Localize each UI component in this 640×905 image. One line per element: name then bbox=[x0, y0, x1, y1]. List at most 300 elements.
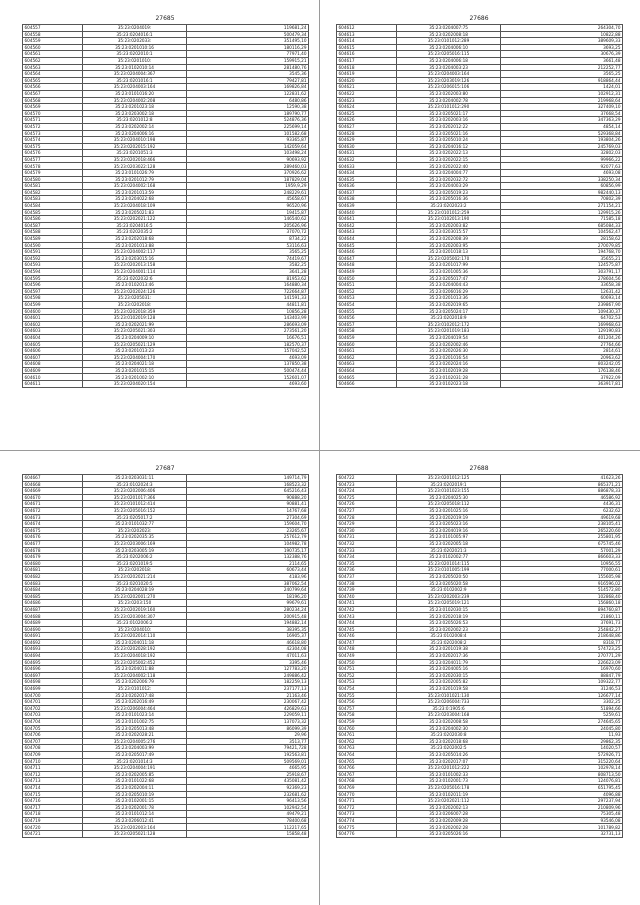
table-row bbox=[337, 222, 623, 229]
cadastral-number-cell: 35:23:0202024:126 bbox=[83, 288, 187, 295]
table-row bbox=[23, 104, 309, 111]
value-cell: 4693,09 bbox=[187, 354, 309, 361]
cadastral-number-cell: 35:23:0203004:168 bbox=[397, 712, 501, 719]
value-cell: 51894,66 bbox=[501, 705, 623, 712]
cadastral-number-cell: 35:23:0205016:152 bbox=[83, 507, 187, 514]
value-cell: 27764,66 bbox=[501, 341, 623, 348]
table-row bbox=[337, 666, 623, 673]
cadastral-number-cell: 35:23:0205026:16 bbox=[397, 831, 501, 838]
record-id-cell: 604610 bbox=[23, 374, 83, 381]
table-row bbox=[23, 620, 309, 627]
value-cell: 10856,28 bbox=[187, 308, 309, 315]
value-cell: 808713,50 bbox=[501, 771, 623, 778]
record-id-cell: 604586 bbox=[23, 216, 83, 223]
table-row bbox=[23, 653, 309, 660]
table-row bbox=[337, 196, 623, 203]
value-cell: 219968,64 bbox=[501, 97, 623, 104]
value-cell: 159604,70 bbox=[187, 521, 309, 528]
table-row bbox=[337, 534, 623, 541]
record-id-cell: 604765 bbox=[337, 758, 397, 765]
record-id-cell: 604775 bbox=[337, 824, 397, 831]
cadastral-number-cell: 35:23:0202006:406 bbox=[83, 488, 187, 495]
value-cell: 126677,14 bbox=[501, 692, 623, 699]
cadastral-number-cell: 35:23:0202003:239 bbox=[397, 593, 501, 600]
table-row bbox=[337, 229, 623, 236]
cadastral-number-cell: 35:23:0102011:19 bbox=[397, 791, 501, 798]
cadastral-number-cell: 35:23:0202002:14 bbox=[83, 123, 187, 130]
cadastral-number-cell: 35:23:0202018: bbox=[83, 567, 187, 574]
cadastral-number-cell: 35:23:0204010:198 bbox=[83, 137, 187, 144]
table-row bbox=[337, 367, 623, 374]
table-row bbox=[23, 699, 309, 706]
record-id-cell: 604563 bbox=[23, 64, 83, 71]
record-id-cell: 604571 bbox=[23, 117, 83, 124]
table-row bbox=[23, 84, 309, 91]
table-row bbox=[337, 620, 623, 627]
table-row bbox=[23, 156, 309, 163]
record-id-cell: 604707 bbox=[23, 738, 83, 745]
value-cell: 193804,26 bbox=[501, 137, 623, 144]
cadastral-number-cell: 35:23:0205021:129 bbox=[83, 341, 187, 348]
record-id-cell: 604697 bbox=[23, 672, 83, 679]
value-cell: 86099,39 bbox=[187, 725, 309, 732]
cadastral-number-cell: 35:23:0204019:16 bbox=[397, 527, 501, 534]
value-cell: 90881,41 bbox=[187, 501, 309, 508]
record-id-cell: 604727 bbox=[337, 507, 397, 514]
data-table bbox=[336, 24, 623, 388]
table-row bbox=[337, 315, 623, 322]
cadastral-number-cell: 35:23:0204016:5 bbox=[83, 222, 187, 229]
value-cell: 238105,41 bbox=[501, 521, 623, 528]
page-27685 bbox=[22, 16, 308, 388]
cadastral-number-cell: 35:23:0202035:2 bbox=[83, 229, 187, 236]
table-row bbox=[337, 51, 623, 58]
table-row bbox=[337, 514, 623, 521]
data-table bbox=[22, 474, 309, 838]
record-id-cell: 604661 bbox=[337, 348, 397, 355]
table-row bbox=[23, 718, 309, 725]
table-row bbox=[337, 295, 623, 302]
value-cell: 168523,32 bbox=[187, 481, 309, 488]
record-id-cell: 604572 bbox=[23, 123, 83, 130]
value-cell: 524876,36 bbox=[187, 117, 309, 124]
table-row bbox=[23, 672, 309, 679]
value-cell: 297237,94 bbox=[501, 798, 623, 805]
value-cell: 29862,35 bbox=[501, 738, 623, 745]
cadastral-number-cell: 35:23:0204020:154 bbox=[83, 381, 187, 388]
record-id-cell: 604747 bbox=[337, 639, 397, 646]
cadastral-number-cell: 35:23:0202021:122 bbox=[83, 216, 187, 223]
record-id-cell: 604728 bbox=[337, 514, 397, 521]
table-row bbox=[23, 514, 309, 521]
record-id-cell: 604607 bbox=[23, 354, 83, 361]
table-row bbox=[23, 288, 309, 295]
record-id-cell: 604718 bbox=[23, 811, 83, 818]
record-id-cell: 604703 bbox=[23, 712, 83, 719]
cadastral-number-cell: 35:23:0102013:46 bbox=[83, 282, 187, 289]
record-id-cell: 604604 bbox=[23, 334, 83, 341]
cadastral-number-cell: 35:23:0:1905:6 bbox=[397, 705, 501, 712]
table-row bbox=[337, 130, 623, 137]
record-id-cell: 604630 bbox=[337, 143, 397, 150]
table-row bbox=[337, 117, 623, 124]
cadastral-number-cell: 35:23:0204006:16 bbox=[83, 130, 187, 137]
record-id-cell: 604573 bbox=[23, 130, 83, 137]
value-cell: 99679,61 bbox=[187, 600, 309, 607]
value-cell: 21163,46 bbox=[187, 692, 309, 699]
cadastral-number-cell: 35:23:0205018:112 bbox=[397, 501, 501, 508]
record-id-cell: 604741 bbox=[337, 600, 397, 607]
cadastral-number-cell: 35:23:0202017:48 bbox=[83, 692, 187, 699]
record-id-cell: 604589 bbox=[23, 236, 83, 243]
value-cell: 6480,86 bbox=[187, 97, 309, 104]
table-row bbox=[337, 593, 623, 600]
value-cell: 28158,62 bbox=[501, 236, 623, 243]
value-cell: 156860,18 bbox=[501, 600, 623, 607]
cadastral-number-cell: 35:23:0202003:16 bbox=[397, 117, 501, 124]
page-27687 bbox=[22, 466, 308, 838]
table-row bbox=[23, 242, 309, 249]
record-id-cell: 604612 bbox=[337, 25, 397, 32]
value-cell: 74419,67 bbox=[187, 255, 309, 262]
record-id-cell: 604582 bbox=[23, 189, 83, 196]
cadastral-number-cell: 35:23:0203005:19 bbox=[83, 547, 187, 554]
cadastral-number-cell: 35:23:0202019:160 bbox=[83, 606, 187, 613]
cadastral-number-cell: 35:23:0205021:303 bbox=[83, 328, 187, 335]
record-id-cell: 604690 bbox=[23, 626, 83, 633]
table-row bbox=[23, 44, 309, 51]
record-id-cell: 604666 bbox=[337, 381, 397, 388]
table-row bbox=[23, 321, 309, 328]
page-divider-horizontal bbox=[0, 450, 640, 451]
table-row bbox=[337, 705, 623, 712]
table-row bbox=[337, 738, 623, 745]
value-cell: 500474,44 bbox=[187, 367, 309, 374]
table-row bbox=[23, 38, 309, 45]
table-row bbox=[337, 288, 623, 295]
value-cell: 229059,11 bbox=[187, 712, 309, 719]
record-id-cell: 604691 bbox=[23, 633, 83, 640]
cadastral-number-cell: 35:23:0101002:75 bbox=[83, 718, 187, 725]
table-row bbox=[23, 587, 309, 594]
cadastral-number-cell: 35:23:0204004:367 bbox=[83, 71, 187, 78]
cadastral-number-cell: 35:23:0201013:88 bbox=[83, 242, 187, 249]
value-cell: 257612,79 bbox=[187, 534, 309, 541]
table-row bbox=[337, 659, 623, 666]
record-id-cell: 604704 bbox=[23, 718, 83, 725]
table-row bbox=[23, 521, 309, 528]
table-row bbox=[23, 374, 309, 381]
cadastral-number-cell: 35:23:0204025:30 bbox=[397, 494, 501, 501]
record-id-cell: 604776 bbox=[337, 831, 397, 838]
record-id-cell: 604758 bbox=[337, 712, 397, 719]
record-id-cell: 604658 bbox=[337, 328, 397, 335]
value-cell: 169968,63 bbox=[501, 321, 623, 328]
record-id-cell: 604613 bbox=[337, 31, 397, 38]
cadastral-number-cell: 35:23:0201012:222 bbox=[397, 765, 501, 772]
record-id-cell: 604580 bbox=[23, 176, 83, 183]
value-cell: 194882,14 bbox=[187, 620, 309, 627]
cadastral-number-cell: 35:23:0206012:41 bbox=[83, 817, 187, 824]
page-title: 27688 bbox=[469, 465, 489, 472]
value-cell: 102978,14 bbox=[501, 765, 623, 772]
table-row bbox=[337, 639, 623, 646]
table-row bbox=[23, 315, 309, 322]
cadastral-number-cell: 35:23:0202013:158 bbox=[83, 262, 187, 269]
table-row bbox=[337, 811, 623, 818]
cadastral-number-cell: 35:23:0206015:106 bbox=[397, 84, 501, 91]
table-row bbox=[23, 209, 309, 216]
cadastral-number-cell: 35:23:0205031: bbox=[83, 295, 187, 302]
data-table bbox=[336, 474, 623, 838]
table-row bbox=[337, 784, 623, 791]
value-cell: 143403,99 bbox=[187, 315, 309, 322]
record-id-cell: 604762 bbox=[337, 738, 397, 745]
table-row bbox=[337, 308, 623, 315]
record-id-cell: 604712 bbox=[23, 771, 83, 778]
record-id-cell: 604655 bbox=[337, 308, 397, 315]
value-cell: 574723,25 bbox=[501, 646, 623, 653]
cadastral-number-cell: 35:23:0204018:192 bbox=[83, 653, 187, 660]
value-cell: 90888,20 bbox=[187, 494, 309, 501]
value-cell: 71585,18 bbox=[501, 216, 623, 223]
value-cell: 96520,96 bbox=[187, 203, 309, 210]
value-cell: 32802,03 bbox=[501, 150, 623, 157]
record-id-cell: 604620 bbox=[337, 77, 397, 84]
cadastral-number-cell: 35:23:0102008:4 bbox=[397, 633, 501, 640]
value-cell: 514572,80 bbox=[501, 587, 623, 594]
table-row bbox=[23, 692, 309, 699]
cadastral-number-cell: 35:23:0201019:5 bbox=[83, 560, 187, 567]
record-id-cell: 604772 bbox=[337, 804, 397, 811]
record-id-cell: 604631 bbox=[337, 150, 397, 157]
cadastral-number-cell: 35:23:0205010:19 bbox=[83, 791, 187, 798]
table-row bbox=[337, 176, 623, 183]
value-cell: 278604,56 bbox=[501, 275, 623, 282]
value-cell: 70802,39 bbox=[501, 196, 623, 203]
record-id-cell: 604638 bbox=[337, 196, 397, 203]
cadastral-number-cell: 35:23:0205021:83 bbox=[83, 209, 187, 216]
cadastral-number-cell: 35:23:0202018:68 bbox=[83, 236, 187, 243]
table-row bbox=[23, 573, 309, 580]
value-cell: 93365,87 bbox=[187, 137, 309, 144]
table-row bbox=[23, 189, 309, 196]
record-id-cell: 604574 bbox=[23, 137, 83, 144]
record-id-cell: 604665 bbox=[337, 374, 397, 381]
value-cell: 426829,63 bbox=[187, 705, 309, 712]
value-cell: 127783,20 bbox=[187, 666, 309, 673]
table-row bbox=[337, 361, 623, 368]
cadastral-number-cell: 35:23:0202015:192 bbox=[83, 143, 187, 150]
cadastral-number-cell: 35:23:0204011:88 bbox=[83, 666, 187, 673]
record-id-cell: 604627 bbox=[337, 123, 397, 130]
record-id-cell: 604711 bbox=[23, 765, 83, 772]
value-cell: 10822,88 bbox=[501, 31, 623, 38]
table-row bbox=[337, 475, 623, 482]
cadastral-number-cell: 35:23:0202017:07 bbox=[397, 758, 501, 765]
cadastral-number-cell: 35:23:0202009:28 bbox=[397, 817, 501, 824]
value-cell: 102912,31 bbox=[501, 90, 623, 97]
cadastral-number-cell: 35:23:0203015:57 bbox=[397, 229, 501, 236]
value-cell: 109322,77 bbox=[501, 679, 623, 686]
cadastral-number-cell: 35:23:0204002:168 bbox=[83, 183, 187, 190]
value-cell: 722664,87 bbox=[187, 288, 309, 295]
cadastral-number-cell: 35:23:0204001:114 bbox=[83, 268, 187, 275]
value-cell: 49479,21 bbox=[187, 811, 309, 818]
value-cell: 435081,42 bbox=[187, 778, 309, 785]
record-id-cell: 604685 bbox=[23, 593, 83, 600]
table-row bbox=[23, 784, 309, 791]
cadastral-number-cell: 35:23:0201020:5 bbox=[83, 580, 187, 587]
value-cell: 280234,24 bbox=[187, 606, 309, 613]
cadastral-number-cell: 35:23:0101012:414 bbox=[83, 501, 187, 508]
cadastral-number-cell: 35:23:0205016:36 bbox=[397, 196, 501, 203]
record-id-cell: 604720 bbox=[23, 824, 83, 831]
table-row bbox=[23, 308, 309, 315]
cadastral-number-cell: 35:23:0202006:79 bbox=[83, 679, 187, 686]
record-id-cell: 604687 bbox=[23, 606, 83, 613]
cadastral-number-cell: 35:23:0201014:115 bbox=[397, 560, 501, 567]
record-id-cell: 604679 bbox=[23, 554, 83, 561]
cadastral-number-cell: 35:23:0202003:95 bbox=[397, 242, 501, 249]
table-row bbox=[23, 791, 309, 798]
cadastral-number-cell: 35:23:0201019:38 bbox=[397, 646, 501, 653]
value-cell: 152601,07 bbox=[187, 374, 309, 381]
record-id-cell: 604611 bbox=[23, 381, 83, 388]
value-cell: 4693,60 bbox=[187, 381, 309, 388]
value-cell: 16905,37 bbox=[187, 633, 309, 640]
value-cell: 90693,92 bbox=[187, 156, 309, 163]
table-row bbox=[23, 143, 309, 150]
table-row bbox=[337, 334, 623, 341]
record-id-cell: 604716 bbox=[23, 798, 83, 805]
table-row bbox=[337, 507, 623, 514]
table-row bbox=[23, 203, 309, 210]
table-row bbox=[23, 31, 309, 38]
table-row bbox=[337, 25, 623, 32]
cadastral-number-cell: 35:23:0201025:16 bbox=[397, 507, 501, 514]
record-id-cell: 604581 bbox=[23, 183, 83, 190]
value-cell: 918864,44 bbox=[501, 77, 623, 84]
table-row bbox=[337, 481, 623, 488]
table-row bbox=[23, 666, 309, 673]
record-id-cell: 604602 bbox=[23, 321, 83, 328]
record-id-cell: 604670 bbox=[23, 494, 83, 501]
cadastral-number-cell: 35:23:0204005:16 bbox=[397, 666, 501, 673]
value-cell: 14767,68 bbox=[187, 507, 309, 514]
cadastral-number-cell: 35:23:0101022:68 bbox=[83, 778, 187, 785]
value-cell: 101582,68 bbox=[187, 130, 309, 137]
value-cell: 102868,40 bbox=[501, 593, 623, 600]
record-id-cell: 604601 bbox=[23, 315, 83, 322]
record-id-cell: 604676 bbox=[23, 534, 83, 541]
record-id-cell: 604596 bbox=[23, 282, 83, 289]
record-id-cell: 604634 bbox=[337, 170, 397, 177]
record-id-cell: 604731 bbox=[337, 534, 397, 541]
cadastral-number-cell: 35:23:0201002:10 bbox=[83, 374, 187, 381]
cadastral-number-cell: 35:23:0202001:78 bbox=[83, 804, 187, 811]
record-id-cell: 604683 bbox=[23, 580, 83, 587]
record-id-cell: 604645 bbox=[337, 242, 397, 249]
value-cell: 101789,82 bbox=[501, 824, 623, 831]
cadastral-number-cell: 35:23:0203022:128 bbox=[83, 163, 187, 170]
value-cell: 651795,45 bbox=[501, 784, 623, 791]
value-cell: 866603,33 bbox=[501, 554, 623, 561]
table-row bbox=[23, 275, 309, 282]
cadastral-number-cell: 35:23:0101016:20 bbox=[83, 90, 187, 97]
record-id-cell: 604568 bbox=[23, 97, 83, 104]
record-id-cell: 604739 bbox=[337, 587, 397, 594]
value-cell: 254842,27 bbox=[501, 626, 623, 633]
record-id-cell: 604677 bbox=[23, 540, 83, 547]
cadastral-number-cell: 35:23:0204028:19 bbox=[83, 587, 187, 594]
value-cell: 157042,52 bbox=[187, 348, 309, 355]
table-row bbox=[337, 692, 623, 699]
record-id-cell: 604737 bbox=[337, 573, 397, 580]
table-row bbox=[337, 123, 623, 130]
table-row bbox=[337, 328, 623, 335]
value-cell: 347363,29 bbox=[501, 117, 623, 124]
cadastral-number-cell: 35:23:0202026:30 bbox=[397, 348, 501, 355]
value-cell: 303791,17 bbox=[501, 268, 623, 275]
record-id-cell: 604738 bbox=[337, 580, 397, 587]
data-table bbox=[22, 24, 309, 388]
cadastral-number-cell: 35:23:0205024:17 bbox=[397, 308, 501, 315]
cadastral-number-cell: 35:23:0202002:23 bbox=[397, 626, 501, 633]
record-id-cell: 604768 bbox=[337, 778, 397, 785]
record-id-cell: 604578 bbox=[23, 163, 83, 170]
record-id-cell: 604753 bbox=[337, 679, 397, 686]
table-row bbox=[337, 242, 623, 249]
cadastral-number-cell: 35:23:0101012:259 bbox=[397, 209, 501, 216]
cadastral-number-cell: 35:23:0205002:170 bbox=[397, 255, 501, 262]
record-id-cell: 604600 bbox=[23, 308, 83, 315]
table-row bbox=[23, 540, 309, 547]
table-row bbox=[23, 170, 309, 177]
value-cell: 8734,22 bbox=[187, 236, 309, 243]
table-row bbox=[337, 633, 623, 640]
record-id-cell: 604633 bbox=[337, 163, 397, 170]
cadastral-number-cell: 35:23:0202005:18 bbox=[397, 540, 501, 547]
table-row bbox=[337, 547, 623, 554]
record-id-cell: 604559 bbox=[23, 38, 83, 45]
value-cell: 25918,67 bbox=[187, 771, 309, 778]
record-id-cell: 604608 bbox=[23, 361, 83, 368]
cadastral-number-cell: 35:23:0202023: bbox=[83, 527, 187, 534]
table-row bbox=[23, 268, 309, 275]
cadastral-number-cell: 35:23:0101012: bbox=[83, 686, 187, 693]
cadastral-number-cell: 35:23:0202005:85 bbox=[83, 771, 187, 778]
cadastral-number-cell: 35:23:0205019:121 bbox=[397, 600, 501, 607]
record-id-cell: 604735 bbox=[337, 560, 397, 567]
table-row bbox=[23, 745, 309, 752]
record-id-cell: 604560 bbox=[23, 44, 83, 51]
cadastral-number-cell: 35:23:0202028:21 bbox=[83, 732, 187, 739]
table-row bbox=[337, 831, 623, 838]
cadastral-number-cell: 35:23:0205020:58 bbox=[397, 580, 501, 587]
record-id-cell: 604671 bbox=[23, 501, 83, 508]
value-cell: 3545,36 bbox=[187, 71, 309, 78]
record-id-cell: 604640 bbox=[337, 209, 397, 216]
record-id-cell: 604662 bbox=[337, 354, 397, 361]
cadastral-number-cell: 35:23:0204019: bbox=[83, 25, 187, 32]
record-id-cell: 604761 bbox=[337, 732, 397, 739]
value-cell: 35655,21 bbox=[501, 255, 623, 262]
table-row bbox=[337, 44, 623, 51]
record-id-cell: 604629 bbox=[337, 137, 397, 144]
record-id-cell: 604592 bbox=[23, 255, 83, 262]
value-cell: 327409,10 bbox=[501, 104, 623, 111]
